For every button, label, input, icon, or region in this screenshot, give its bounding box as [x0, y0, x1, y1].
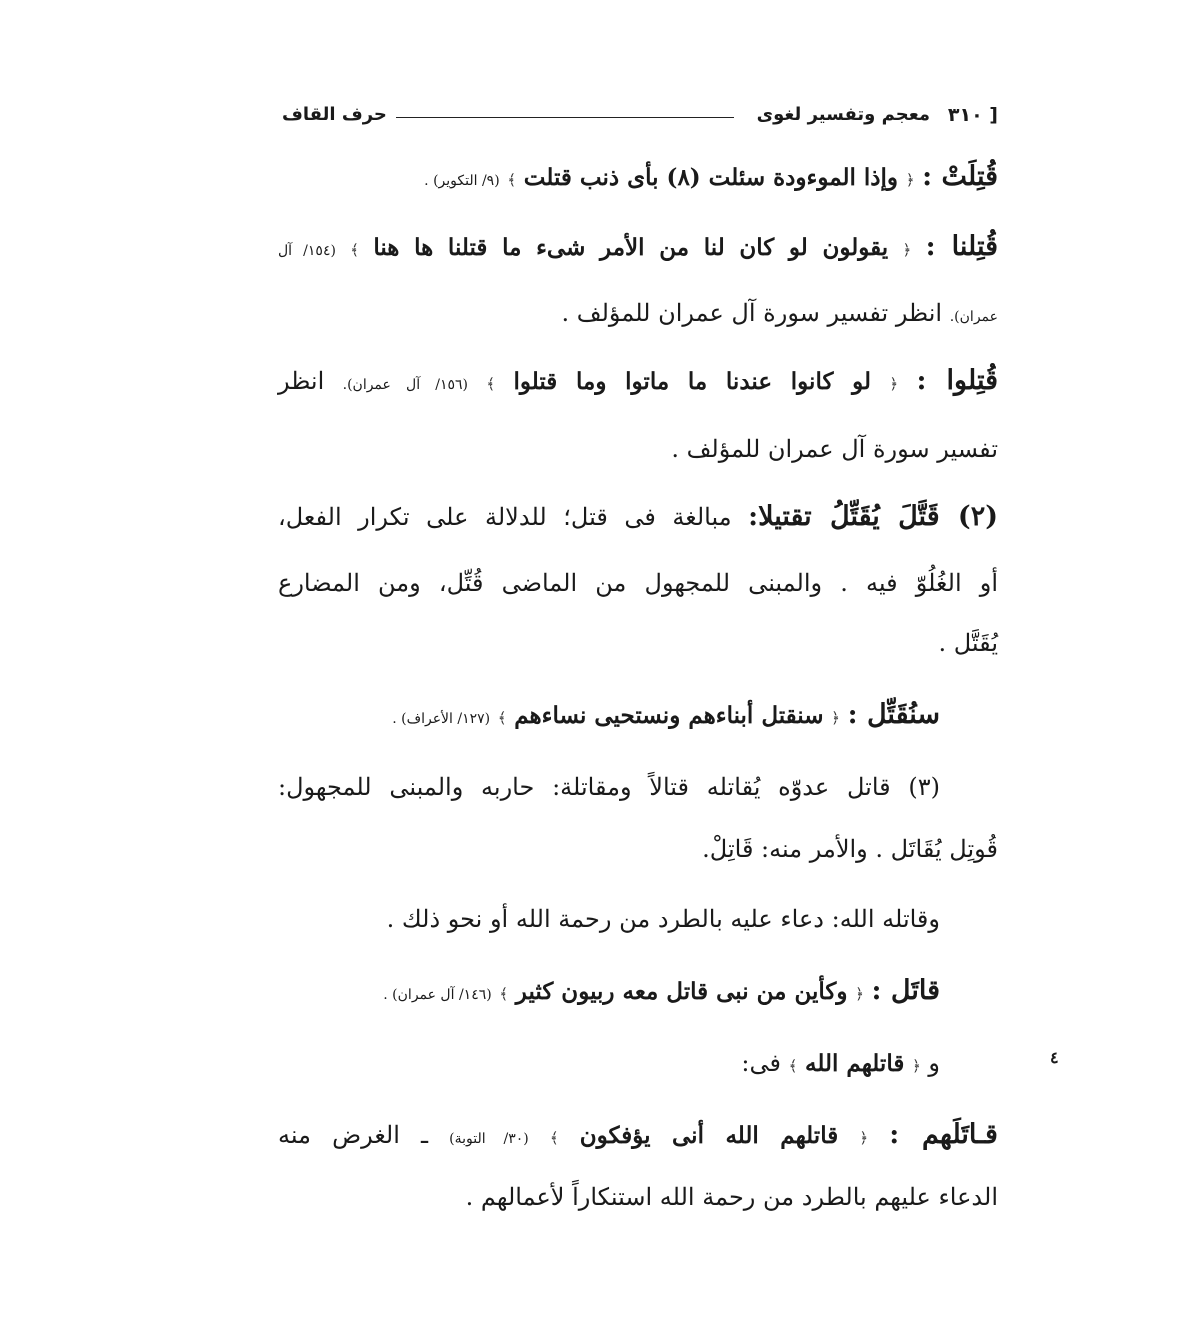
margin-mark: ٤: [1050, 1048, 1059, 1067]
entry-qutilna: [278, 230, 998, 268]
body-text: و: [928, 1049, 940, 1077]
surah-reference: (١٢٧/ الأعراف) .: [392, 711, 491, 727]
entry-term: قـاتَلَهم :: [889, 1119, 998, 1150]
section-3-heading: [278, 770, 940, 804]
quran-open-ornament: ﴿: [831, 709, 840, 727]
entry-term: (٢) قَتَّلَ يُقَتِّلُ تقتيلا:: [748, 501, 998, 532]
body-text: انظر تفسير سورة آل عمران للمؤلف .: [561, 299, 943, 327]
surah-reference: (١٥٤/ آل: [278, 243, 336, 259]
entry-qatala: [278, 974, 940, 1012]
body-text: أو الغُلُوّ فيه . والمبنى للمجهول من الماضى قُتِّل، ومن المضارع: [278, 569, 998, 597]
chapter-title: حرف القاف: [282, 104, 387, 125]
entry-qutilu: [278, 364, 998, 402]
book-title: معجم وتفسير لغوى: [756, 104, 930, 125]
text-line: [278, 296, 998, 334]
body-text: انظر: [278, 367, 325, 395]
surah-reference: (٣٠/ التوبة): [449, 1131, 529, 1147]
body-text: قُوتِل يُقَاتَل . والأمر منه: قَاتِلْ.: [702, 835, 998, 863]
quran-close-ornament: ﴾: [788, 1057, 798, 1075]
entry-term: قُتِلنا :: [925, 231, 999, 262]
body-text: وقاتله الله: دعاء عليه بالطرد من رحمة الله أو نحو ذلك .: [386, 905, 940, 933]
quran-close-ornament: ﴾: [497, 709, 507, 727]
quran-verse: سنقتل أبناءهم ونستحيى نساءهم: [514, 702, 824, 729]
body-text: ـ الغرض منه: [278, 1121, 429, 1149]
quran-close-ornament: ﴾: [486, 375, 496, 393]
section-2-heading: [278, 500, 998, 534]
text-line: [278, 626, 998, 660]
surah-reference: (٩/ التكوير) .: [424, 173, 500, 189]
text-line: [278, 1046, 940, 1083]
quran-close-ornament: ﴾: [549, 1129, 559, 1147]
page-header: [282, 102, 998, 132]
entry-term: سنُقَتِّل :: [847, 699, 940, 730]
surah-reference: (١٥٦/ آل عمران).: [342, 377, 468, 393]
text-line: [278, 566, 998, 600]
entry-term: قُتِلوا :: [916, 365, 998, 396]
quran-verse: لو كانوا عندنا ما ماتوا وما قتلوا: [513, 368, 871, 395]
body-text: (٣) قاتل عدوّه يُقاتله قتالاً ومقاتلة: حاربه والمبنى للمجهول:: [278, 773, 940, 801]
quran-open-ornament: ﴿: [889, 375, 899, 393]
text-line: [278, 1180, 998, 1214]
quran-verse: قاتلهم الله: [805, 1050, 905, 1077]
quran-open-ornament: ﴿: [905, 171, 915, 189]
surah-reference: (١٤٦/ آل عمران) .: [383, 987, 492, 1003]
text-line: [278, 832, 998, 866]
quran-verse: يقولون لو كان لنا من الأمر شىء ما قتلنا ها هنا: [373, 234, 889, 261]
header-rule: [396, 117, 734, 118]
surah-reference: عمران).: [949, 309, 998, 325]
quran-close-ornament: ﴾: [499, 985, 509, 1003]
quran-verse: وكأين من نبى قاتل معه ربيون كثير: [515, 978, 848, 1005]
quran-close-ornament: ﴾: [507, 171, 517, 189]
entry-sanuqattil: [278, 698, 940, 736]
body-text: الدعاء عليهم بالطرد من رحمة الله استنكاراً لأعمالهم .: [465, 1183, 998, 1211]
quran-open-ornament: ﴿: [859, 1129, 869, 1147]
entry-term: قاتَل :: [871, 975, 940, 1006]
body-text: مبالغة فى قتل؛ للدلالة على تكرار الفعل،: [278, 503, 732, 531]
entry-qatalahum: [278, 1118, 998, 1156]
quran-open-ornament: ﴿: [911, 1057, 921, 1075]
quran-close-ornament: ﴾: [350, 241, 360, 259]
entry-term: قُتِلَتْ :: [922, 161, 998, 192]
text-line: [278, 902, 940, 936]
body-text: يُقَتَّل .: [938, 629, 998, 657]
page-number: [ ٣١٠: [947, 104, 998, 126]
entry-qutilat: [278, 160, 998, 198]
body-text: تفسير سورة آل عمران للمؤلف .: [671, 435, 998, 463]
text-line: [278, 432, 998, 466]
quran-open-ornament: ﴿: [902, 241, 912, 259]
body-text: فى:: [741, 1049, 781, 1077]
quran-open-ornament: ﴿: [855, 985, 864, 1003]
quran-verse: وإذا الموءودة سئلت (٨) بأى ذنب قتلت: [523, 164, 899, 191]
quran-verse: قاتلهم الله أنى يؤفكون: [579, 1122, 839, 1149]
